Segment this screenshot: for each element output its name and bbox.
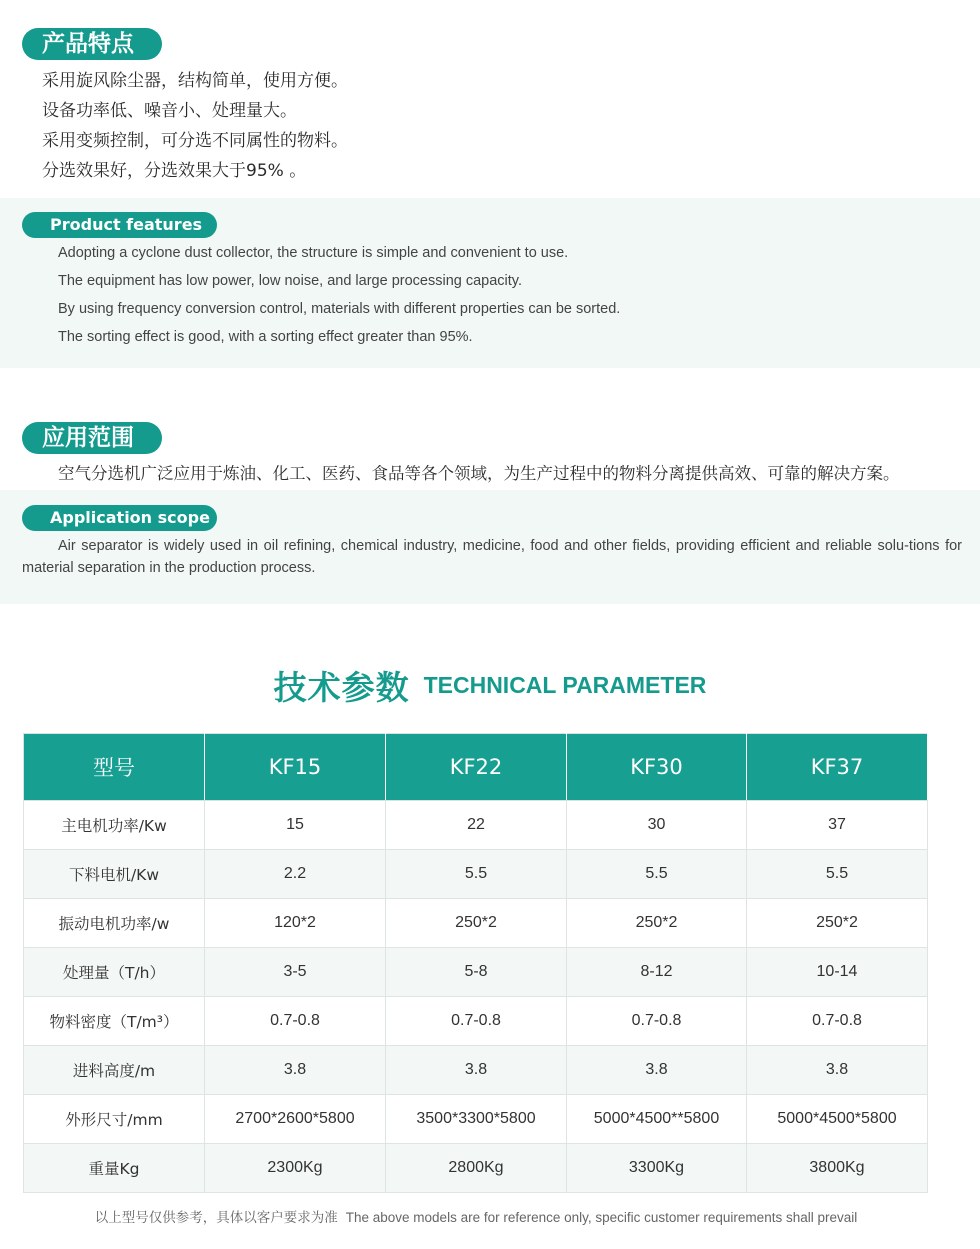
table-cell: 5-8 bbox=[386, 948, 567, 997]
row-label: 处理量（T/h） bbox=[24, 948, 205, 997]
parameter-table bbox=[23, 733, 928, 1193]
features-cn-heading: 产品特点 bbox=[22, 28, 162, 60]
table-cell: 15 bbox=[205, 801, 386, 850]
header-kf30: KF30 bbox=[567, 734, 747, 801]
table-row bbox=[24, 1144, 928, 1193]
row-label: 进料高度/m bbox=[24, 1046, 205, 1095]
tech-title-cn: 技术参数 bbox=[273, 668, 410, 707]
table-cell: 0.7-0.8 bbox=[386, 997, 567, 1046]
scope-cn-text: 空气分选机广泛应用于炼油、化工、医药、食品等各个领域，为生产过程中的物料分离提供高效、可靠的解决方案。 bbox=[58, 464, 900, 483]
table-cell: 0.7-0.8 bbox=[205, 997, 386, 1046]
row-label: 下料电机/Kw bbox=[24, 850, 205, 899]
feature-cn-line: 采用变频控制，可分选不同属性的物料。 bbox=[42, 131, 348, 151]
table-row bbox=[24, 1095, 928, 1144]
table-row bbox=[24, 850, 928, 899]
table-cell: 3.8 bbox=[747, 1046, 928, 1095]
table-header-row bbox=[24, 734, 928, 801]
table-cell: 3500*3300*5800 bbox=[386, 1095, 567, 1144]
feature-en-line: The equipment has low power, low noise, and large processing capacity. bbox=[58, 273, 522, 289]
scope-en-text: Air separator is widely used in oil refining, chemical industry, medicine, food and other fields, providing efficient and reliable solu-tions for material separation in the production process. bbox=[22, 538, 962, 576]
table-row bbox=[24, 801, 928, 850]
table-cell: 0.7-0.8 bbox=[747, 997, 928, 1046]
feature-en-line: By using frequency conversion control, materials with different properties can be sorted. bbox=[58, 301, 621, 317]
table-cell: 3300Kg bbox=[567, 1144, 747, 1193]
table-cell: 2700*2600*5800 bbox=[205, 1095, 386, 1144]
table-row bbox=[24, 997, 928, 1046]
feature-cn-line: 分选效果好，分选效果大于95% 。 bbox=[42, 161, 307, 181]
table-cell: 3.8 bbox=[567, 1046, 747, 1095]
table-cell: 2.2 bbox=[205, 850, 386, 899]
scope-cn-heading: 应用范围 bbox=[22, 422, 162, 454]
features-en-heading: Product features bbox=[22, 212, 217, 238]
table-cell: 2300Kg bbox=[205, 1144, 386, 1193]
table-cell: 5000*4500*5800 bbox=[747, 1095, 928, 1144]
table-cell: 250*2 bbox=[386, 899, 567, 948]
tech-title bbox=[0, 662, 980, 709]
feature-en-line: Adopting a cyclone dust collector, the structure is simple and convenient to use. bbox=[58, 245, 569, 261]
feature-cn-line: 设备功率低、噪音小、处理量大。 bbox=[42, 101, 297, 121]
row-label: 物料密度（T/m³） bbox=[24, 997, 205, 1046]
table-row bbox=[24, 948, 928, 997]
table-row bbox=[24, 899, 928, 948]
table-cell: 5.5 bbox=[747, 850, 928, 899]
table-cell: 37 bbox=[747, 801, 928, 850]
scope-en-heading: Application scope bbox=[22, 505, 217, 531]
table-cell: 3800Kg bbox=[747, 1144, 928, 1193]
table-cell: 3-5 bbox=[205, 948, 386, 997]
feature-cn-line: 采用旋风除尘器，结构简单，使用方便。 bbox=[42, 71, 348, 91]
table-row bbox=[24, 1046, 928, 1095]
table-cell: 120*2 bbox=[205, 899, 386, 948]
row-label: 振动电机功率/w bbox=[24, 899, 205, 948]
header-kf37: KF37 bbox=[747, 734, 928, 801]
table-cell: 10-14 bbox=[747, 948, 928, 997]
row-label: 外形尺寸/mm bbox=[24, 1095, 205, 1144]
table-cell: 5.5 bbox=[386, 850, 567, 899]
table-cell: 0.7-0.8 bbox=[567, 997, 747, 1046]
tech-title-en: TECHNICAL PARAMETER bbox=[423, 672, 707, 698]
feature-en-line: The sorting effect is good, with a sorting effect greater than 95%. bbox=[58, 329, 473, 345]
header-model: 型号 bbox=[24, 734, 205, 801]
table-cell: 5.5 bbox=[567, 850, 747, 899]
table-cell: 250*2 bbox=[567, 899, 747, 948]
row-label: 主电机功率/Kw bbox=[24, 801, 205, 850]
table-cell: 3.8 bbox=[386, 1046, 567, 1095]
header-kf15: KF15 bbox=[205, 734, 386, 801]
footnote-en: The above models are for reference only, specific customer requirements shall prevail bbox=[345, 1210, 858, 1225]
table-cell: 22 bbox=[386, 801, 567, 850]
table-cell: 5000*4500**5800 bbox=[567, 1095, 747, 1144]
table-cell: 2800Kg bbox=[386, 1144, 567, 1193]
footnote bbox=[0, 1206, 952, 1226]
table-cell: 30 bbox=[567, 801, 747, 850]
row-label: 重量Kg bbox=[24, 1144, 205, 1193]
table-cell: 8-12 bbox=[567, 948, 747, 997]
table-cell: 3.8 bbox=[205, 1046, 386, 1095]
header-kf22: KF22 bbox=[386, 734, 567, 801]
table-cell: 250*2 bbox=[747, 899, 928, 948]
footnote-cn: 以上型号仅供参考，具体以客户要求为准 bbox=[94, 1210, 338, 1226]
